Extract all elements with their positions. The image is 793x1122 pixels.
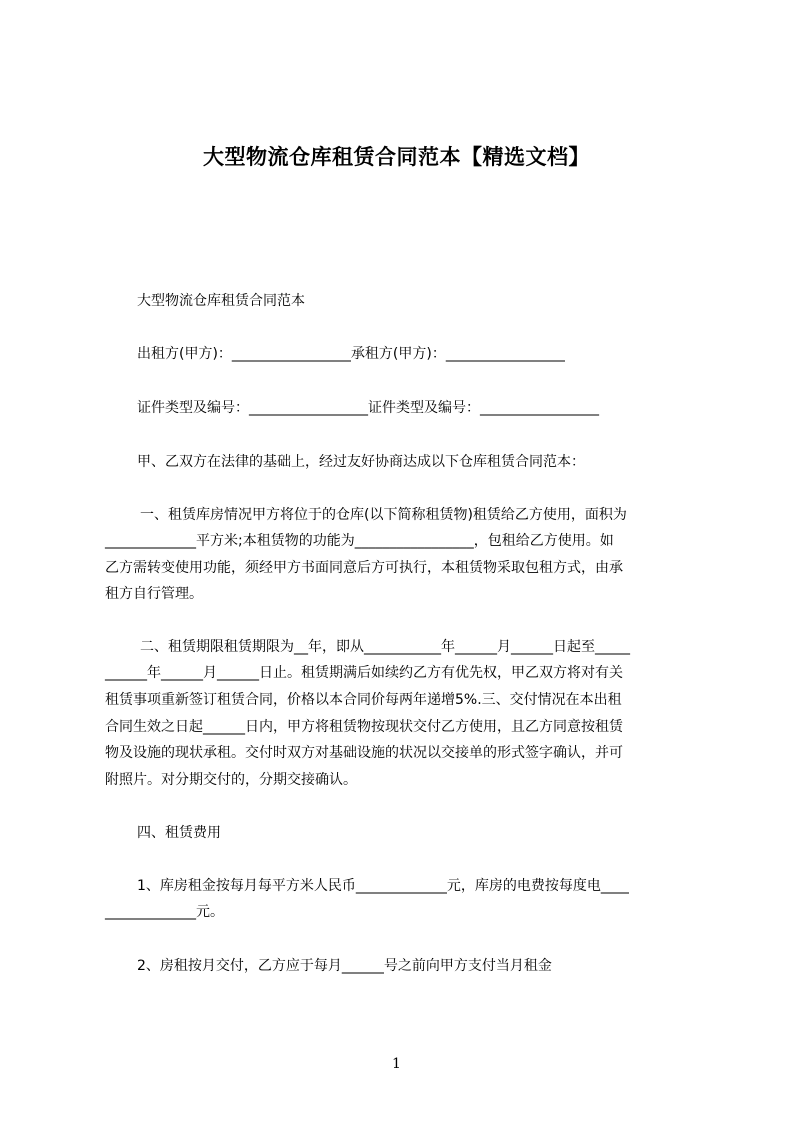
document-title: 大型物流仓库租赁合同范本【精选文档】 <box>203 145 590 169</box>
id-type-line: 证件类型及编号：_________________证件类型及编号：_________________ <box>137 400 599 416</box>
lessor-lessee-line: 出租方(甲方)：_________________承租方(甲方)：_________________ <box>137 346 565 362</box>
clause-2-line-3: 租赁事项重新签订租赁合同，价格以本合同价每两年递增5%.三、交付情况在本出租 <box>105 692 622 708</box>
clause-2-line-6: 附照片。对分期交付的，分期交接确认。 <box>105 772 357 788</box>
rent-clause-1-line-2: _____________元。 <box>105 904 224 920</box>
page-number: 1 <box>392 1056 401 1072</box>
clause-2-line-1: 二、租赁期限租赁期限为__年，即从___________年______月______日起至_____ <box>140 639 630 655</box>
rent-clause-2-line: 2、房租按月交付，乙方应于每月______号之前向甲方支付当月租金 <box>137 958 552 974</box>
clause-1-line-4: 租方自行管理。 <box>105 586 203 602</box>
clause-1-line-3: 乙方需转变使用功能，须经甲方书面同意后方可执行，本租赁物采取包租方式，由承 <box>105 560 623 576</box>
clause-1-line-1: 一、租赁库房情况甲方将位于的仓库(以下简称租赁物)租赁给乙方使用，面积为 <box>140 507 627 523</box>
clause-2-line-5: 物及设施的现状承租。交付时双方对基础设施的状况以交接单的形式签字确认，并可 <box>105 745 623 761</box>
clause-2-line-4: 合同生效之日起______日内，甲方将租赁物按现状交付乙方使用，且乙方同意按租赁 <box>105 719 623 735</box>
preamble-line: 甲、乙双方在法律的基础上，经过友好协商达成以下仓库租赁合同范本： <box>137 454 585 470</box>
clause-2-line-2: ______年______月______日止。租赁期满后如续约乙方有优先权，甲乙双方将对有关 <box>105 665 623 681</box>
subtitle-line: 大型物流仓库租赁合同范本 <box>137 293 305 309</box>
section-4-heading: 四、租赁费用 <box>137 825 221 841</box>
clause-1-line-2: _____________平方米;本租赁物的功能为_________________，包租给乙方使用。如 <box>105 533 614 549</box>
rent-clause-1-line-1: 1、库房租金按每月每平方米人民币_____________元，库房的电费按每度电____ <box>137 878 629 894</box>
